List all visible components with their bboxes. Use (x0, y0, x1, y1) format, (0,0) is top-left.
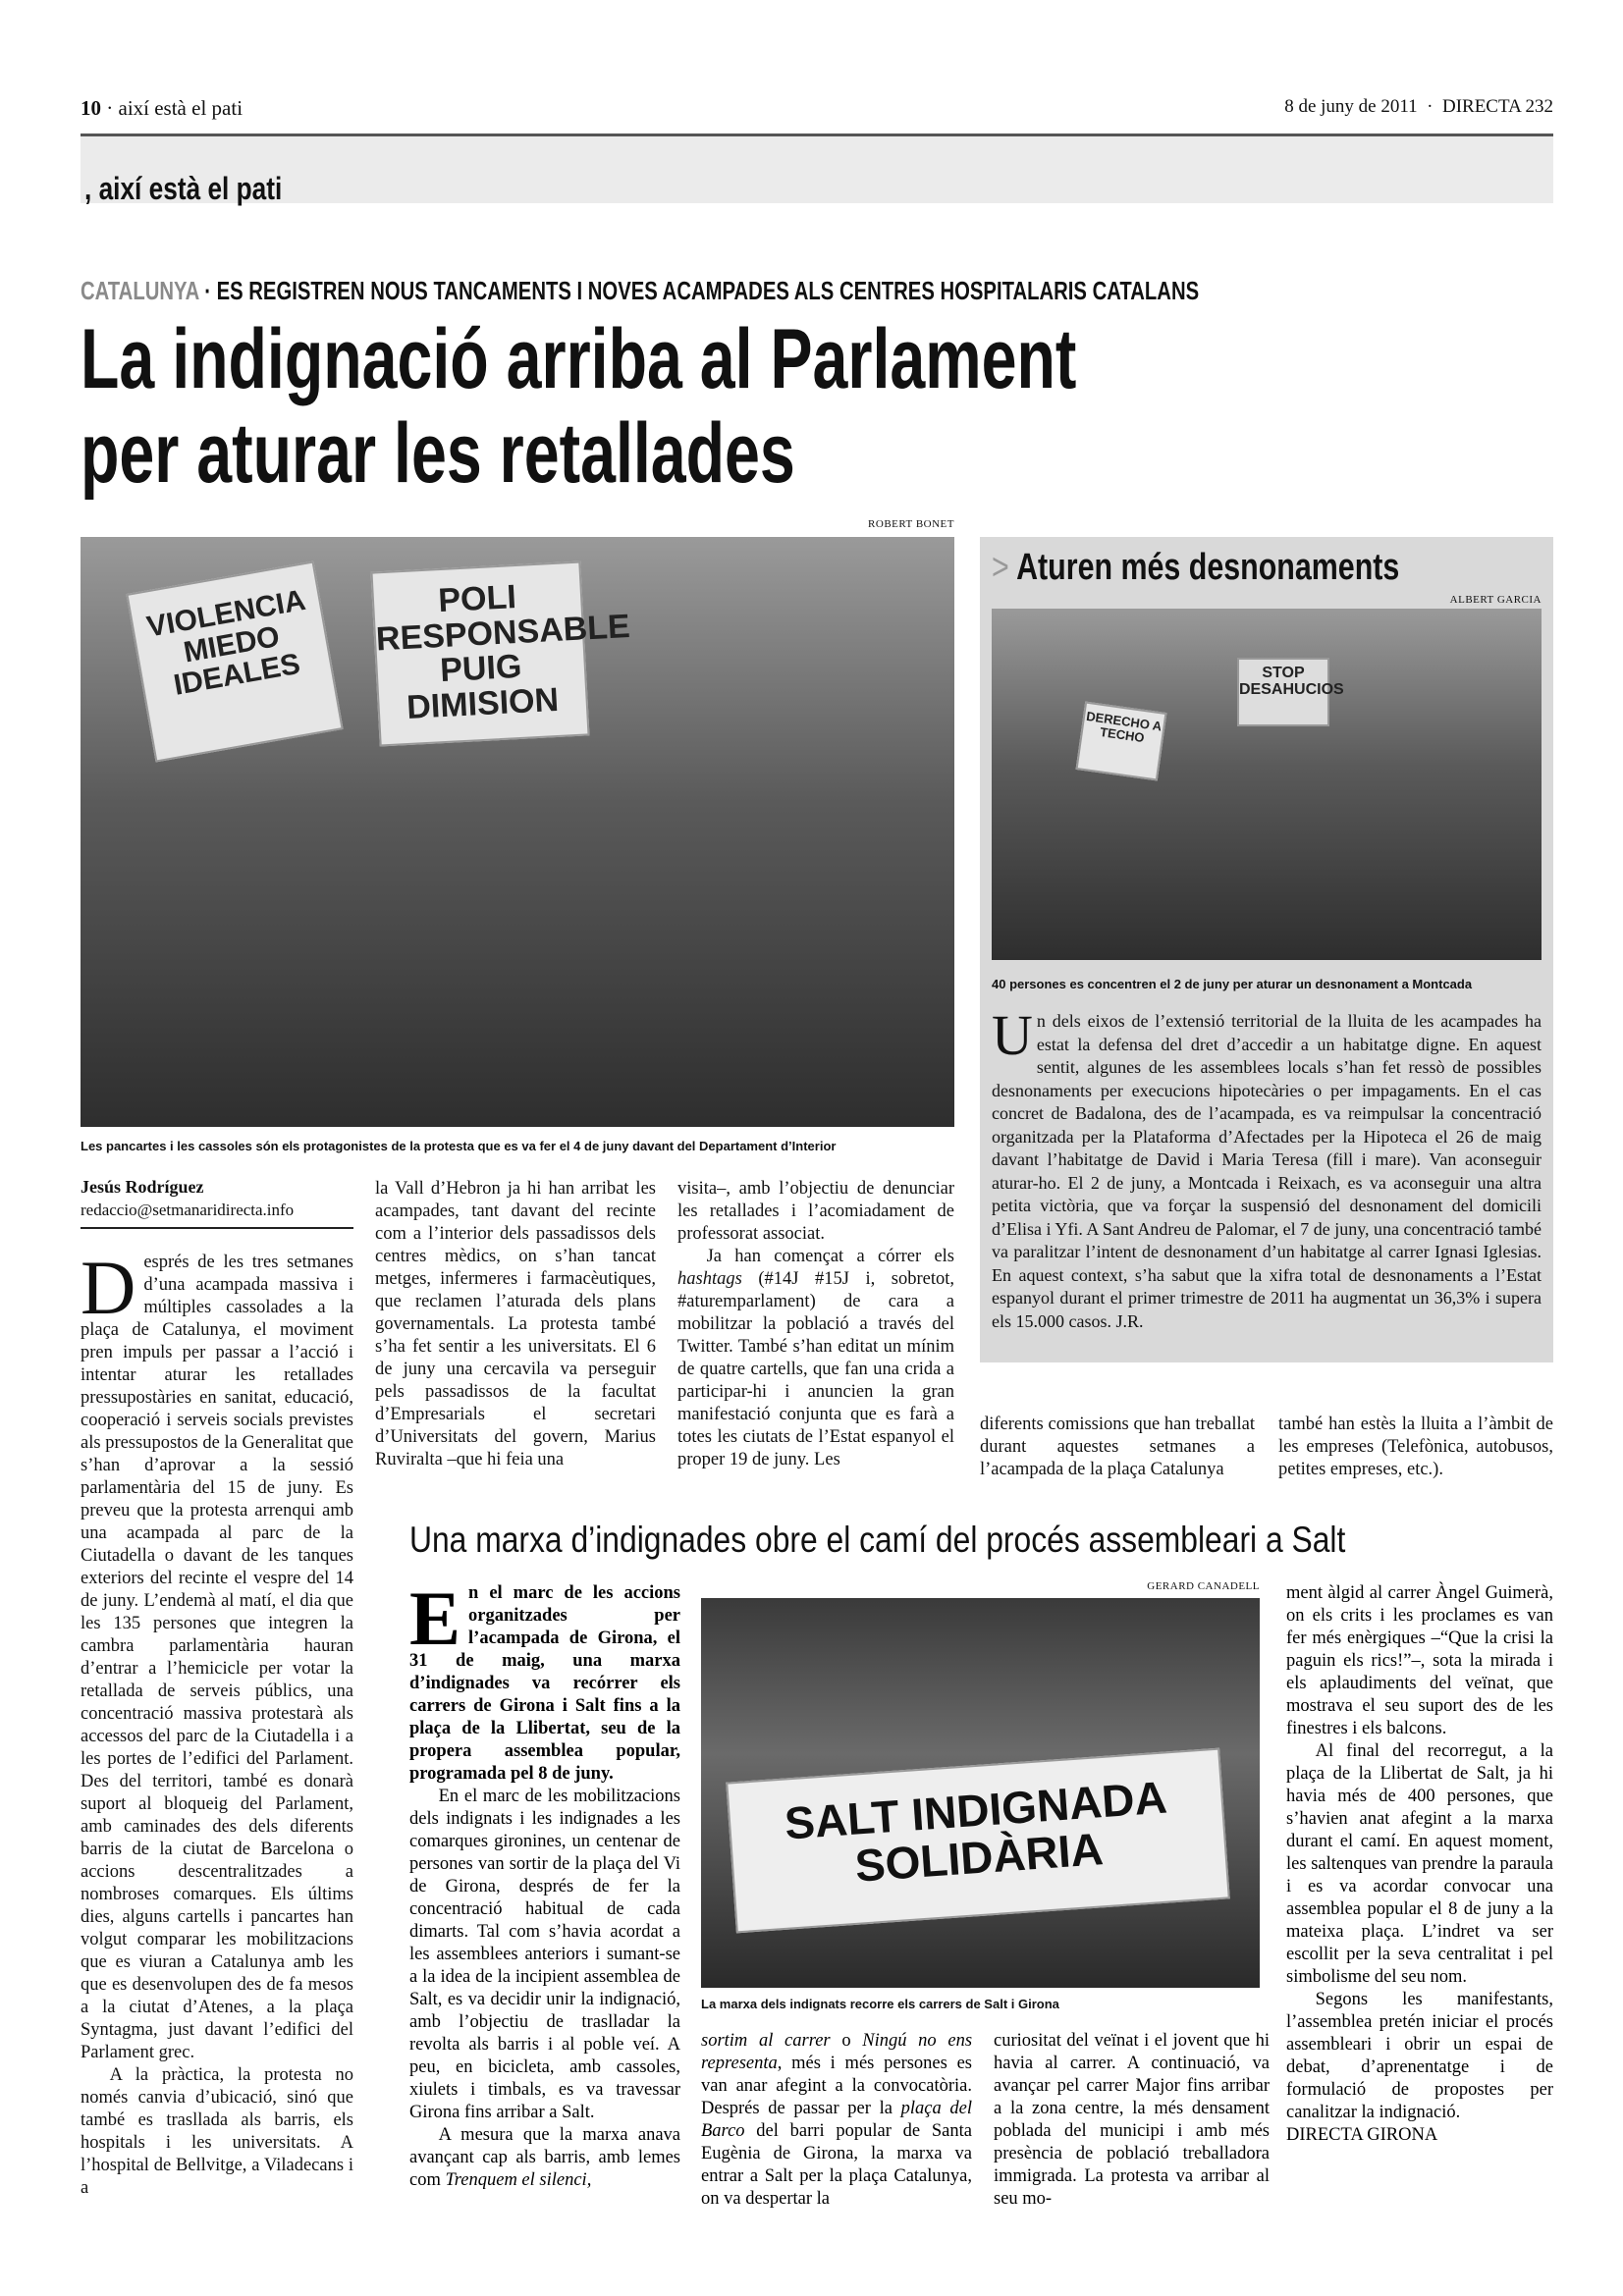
text: , més i més persones es van anar afegint a la convocatòria. Després de passar per la (701, 2054, 972, 2118)
article-column-2 (375, 1178, 656, 1471)
sidebar-box (980, 537, 1553, 1362)
paragraph: visita–, amb l’objectiu de denunciar les retallades i l’acomiadament de professorat associat. (677, 1179, 954, 1244)
italic-text: sortim al carrer (701, 2031, 831, 2051)
page-folio (81, 96, 243, 121)
paragraph (409, 1575, 680, 1786)
byline (81, 1176, 353, 1229)
paragraph: diferents comissions que han treballat durant aquestes setmanes a l’acampada de la plaça Catalunya (980, 1415, 1255, 1479)
chevron-right-icon: > (992, 547, 1009, 588)
salt-column-4 (1286, 1582, 1553, 2147)
paragraph (409, 2124, 680, 2192)
headline-line-1: La indignació arriba al Parlament (81, 312, 1077, 406)
issue-date: 8 de juny de 2011 (1284, 96, 1418, 117)
section-label: · així està el pati (101, 96, 243, 120)
photo-sign: VIOLENCIA MIEDO IDEALES (126, 561, 343, 762)
salt-march-photo (701, 1598, 1260, 1988)
salt-photo-credit: GERARD CANADELL (1147, 1580, 1260, 1592)
sidebar-body (992, 1003, 1542, 1333)
italic-text: plaça del Barco (701, 2099, 972, 2141)
paragraph (992, 1003, 1542, 1333)
text: (#14J #15J i, sobretot, #aturemparlament) de cara a mobilitzar la població a través del Twitter. També s’han editat un mínim de quatre cartells, que fan una crida a participar-hi i anuncien la gran manifestació conjunta que es farà a totes les ciutats de l’Estat espanyol el proper 19 de juny. Les (677, 1269, 954, 1469)
kicker-text: · ES REGISTREN NOUS TANCAMENTS I NOVES ACAMPADES ALS CENTRES HOSPITALARIS CATALANS (198, 276, 1200, 305)
paragraph: ment àlgid al carrer Àngel Guimerà, on els crits i les proclames es van fer més enèrgiques –“Que la crisi la paguin els rics!”–, sota la mirada i els aplaudiments del veïnat, que mostrava el seu suport des de les finestres i els balcons. (1286, 1583, 1553, 1738)
photo-sign: STOP DESAHUCIOS (1237, 658, 1329, 726)
paragraph: curiositat del veïnat i el jovent que hi havia al carrer. A continuació, va avançar pel carrer Major fins arribar a la zona centre, la més densament poblada del municipi i amb més presència de població treballadora immigrada. La protesta va arribar al seu mo- (994, 2031, 1270, 2209)
photo-sign: DERECHO A TECHO (1076, 701, 1167, 780)
dateline (1284, 96, 1553, 118)
italic-text: hashtags (677, 1269, 742, 1289)
author-email[interactable]: redaccio@setmanaridirecta.info (81, 1201, 295, 1219)
text: o (830, 2031, 863, 2051)
sidebar-photo-credit: ALBERT GARCIA (1449, 594, 1542, 606)
headline-line-2: per aturar les retallades (81, 406, 795, 501)
article-kicker (81, 276, 1199, 306)
drop-cap: U (992, 1003, 1033, 1067)
sidebar-caption: 40 persones es concentren el 2 de juny per aturar un desnonament a Montcada (992, 977, 1473, 991)
salt-column-2 (701, 2030, 972, 2211)
paragraph (701, 2030, 972, 2211)
paragraph (677, 1246, 954, 1471)
paragraph: Segons les manifestants, l’assemblea pretén iniciar el procés assembleari i obrir un espai de debat, d’aprenentatge i de formulació de propostes per canalitzar la indignació. (1286, 1990, 1553, 2122)
photo-sign: POLI RESPONSABLE PUIG DIMISION (370, 561, 589, 747)
section-band (81, 136, 1553, 203)
italic-text: Trenquem el silenci, (445, 2170, 592, 2190)
eviction-protest-photo (992, 609, 1542, 960)
paragraph-text: n el marc de les accions organitzades per l’acampada de Girona, el 31 de maig, una marxa d’indignades va recórrer els carrers de Girona i Salt fins a la plaça de la Llibertat, seu de la propera assemblea popular, programada pel 8 de juny. (409, 1583, 680, 1784)
photo-banner: SALT INDIGNADA SOLIDÀRIA (726, 1748, 1230, 1934)
salt-column-3 (994, 2030, 1270, 2211)
separator: · (1427, 96, 1434, 117)
paragraph-text: esprés de les tres setmanes d’una acampada massiva i múltiples cassolades a la plaça de Catalunya, el moviment pren impuls per passar a l’acció i intentar aturar les retallades pressupostàries en sanitat, educació, cooperació i serveis socials previstes als pressupostos de la Generalitat que s’han d’aprovar a la sessió parlamentària del 15 de juny. Es preveu que la protesta arrenqui amb una acampada al parc de la Ciutadella o davant de les tanques exteriors del recinte el vespre del 14 de juny. L’endemà al matí, el dia que les 135 persones que integren la cambra parlamentària hauran d’entrar a l’hemicicle per votar la retallada de serveis públics, una concentració massiva protestarà als accessos del parc de la Ciutadella i a les portes de l’edifici del Parlament. Des del territori, també es donarà suport al bloqueig del Parlament, amb caminades des dels diferents barris de la ciutat de Barcelona o accions descentralitzades a nombroses comarques. Els últims dies, alguns cartells i pancartes han volgut comparar les mobilitzacions que es viuran a Catalunya amb les que es desenvolupen des de fa mesos a la ciutat d’Atenes, a la plaça Syntagma, just davant l’edifici del Parlament grec. (81, 1253, 353, 2062)
sidebar-title (992, 547, 1399, 589)
article-column-5 (1278, 1414, 1553, 1481)
paragraph: també han estès la lluita a l’àmbit de les empreses (Telefònica, autobusos, petites empreses, etc.). (1278, 1415, 1553, 1479)
salt-photo-caption: La marxa dels indignats recorre els carrers de Salt i Girona (701, 1997, 1059, 2011)
text: del barri popular de Santa Eugènia de Girona, la marxa va entrar a Salt per la plaça Catalunya, on va despertar la (701, 2121, 972, 2209)
paragraph: Al final del recorregut, a la plaça de la Llibertat de Salt, ja hi havia més de 400 persones, que s’havien anat afegint a la marxa durant el camí. En aquest moment, les saltenques van prendre la paraula i es va acordar convocar una assemblea popular el 8 de juny a la mateixa plaça. L’indret va ser escollit per la seva centralitat i pel simbolisme del seu nom. (1286, 1741, 1553, 1987)
salt-column-1 (409, 1575, 680, 2192)
paragraph: En el marc de les mobilitzacions dels indignats i les indignades a les comarques gironines, un centenar de persones van sortir de la plaça del Vi de Girona, després de fer la concentració habitual de cada dimarts. Tal com s’havia acordat a les assemblees anteriors i sumant-se a la idea de la incipient assemblea de Salt, es va decidir unir la indignació, amb l’objectiu de traslladar la revolta als barris i al poble veí. A peu, en bicicleta, amb cassoles, xiulets i timbals, es va travessar Girona fins arribar a Salt. (409, 1787, 680, 2122)
salt-headline: Una marxa d’indignades obre el camí del procés assembleari a Salt (409, 1520, 1346, 1560)
issue-number: DIRECTA 232 (1441, 96, 1553, 117)
paragraph (81, 1245, 353, 2064)
paragraph: la Vall d’Hebron ja hi han arribat les acampades, tant davant del recinte com a l’interior dels passadissos dels centres mèdics, on s’han tancat metges, infermeres i farmacèutiques, que reclamen l’aturada dels plans governamentals. La protesta també s’ha fet sentir a les universitats. El 6 de juny una cercavila va perseguir pels passadissos de la facultat d’Empresarials el secretari d’Universitats del govern, Marius Ruviralta –que hi feia una (375, 1179, 656, 1469)
article-headline (81, 312, 1076, 501)
author-name: Jesús Rodríguez (81, 1177, 204, 1197)
text: A mesura que la marxa anava avançant cap als barris, amb lemes com (409, 2125, 680, 2190)
article-column-1 (81, 1245, 353, 2200)
photo-credit: ROBERT BONET (868, 518, 954, 530)
page-number: 10 (81, 96, 101, 120)
drop-cap: D (81, 1245, 136, 1330)
paragraph-text: n dels eixos de l’extensió territorial de la lluita de les acampades ha estat la defensa del dret d’accedir a un habitatge digne. En aquest sentit, algunes de les assemblees locals s’han fet ressò de possibles desnonaments per execucions hipotecàries o per impagaments. En el cas concret de Badalona, des de l’acampada, es va reimpulsar la concentració organitzada per la Plataforma d’Afectades per la Hipoteca el 26 de maig davant l’habitatge de David i Maria Teresa (fill i mare). Van aconseguir aturar-ho. El 2 de juny, a Montcada i Reixach, es va aconseguir una altra petita victòria, que va forçar la suspensió del desnonament del domicili d’Elisa i Yfi. A Sant Andreu de Palomar, el 7 de juny, una concentració també va paralitzar l’intent de desnonament d’un habitatge al carrer Ignasi Iglesias. En aquest context, s’ha sabut que la xifra total de desnonaments a l’Estat espanyol durant el primer trimestre de 2011 ha augmentat un 36,3% i supera els 15.000 casos. J.R. (992, 1011, 1542, 1331)
signature: DIRECTA GIRONA (1286, 2125, 1438, 2145)
protest-photo (81, 537, 954, 1127)
sidebar-title-text: Aturen més desnonaments (1016, 547, 1400, 588)
photo-caption: Les pancartes i les cassoles són els protagonistes de la protesta que es va fer el 4 de juny davant del Departament d’Interior (81, 1139, 837, 1153)
text: Ja han començat a córrer els (706, 1247, 954, 1266)
kicker-region: CATALUNYA (81, 276, 199, 305)
byline-rule (81, 1227, 353, 1229)
drop-cap: E (409, 1575, 461, 1661)
paragraph: A la pràctica, la protesta no només canvia d’ubicació, sinó que també es trasllada als barris, els hospitals i les universitats. A l’hospital de Bellvitge, a Viladecans i a (81, 2065, 353, 2198)
article-column-3 (677, 1178, 954, 1471)
section-title: , així està el pati (84, 171, 283, 206)
italic-text: Ningú no ens representa (701, 2031, 973, 2073)
article-column-4 (980, 1414, 1255, 1481)
